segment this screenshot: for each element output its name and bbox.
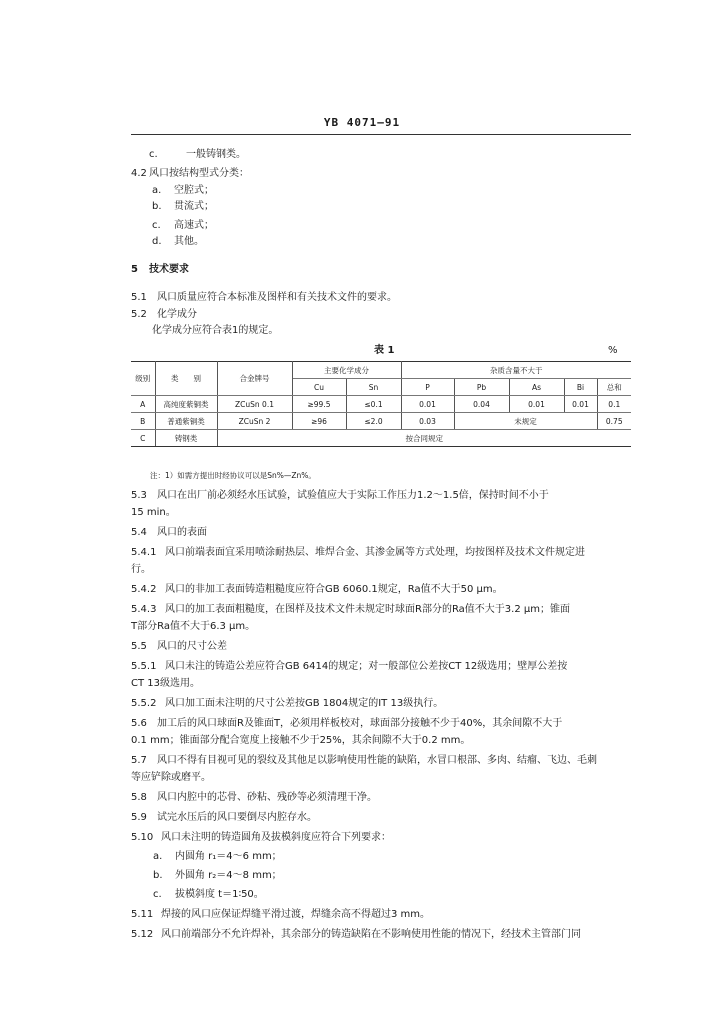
table-cell: ≥99.5 (292, 396, 346, 413)
clause-5-7: 5.7 风口不得有目视可见的裂纹及其他足以影响使用性能的缺陷，水冒口根部、多肉、结瘤、飞边、毛刺 等应铲除或磨平。 (131, 755, 597, 783)
list-item: c. 拔模斜度 t＝1∶50。 (153, 889, 264, 900)
table-cell: 0.03 (401, 413, 454, 430)
header-cell: 总和 (597, 379, 631, 396)
clause-4-2: 4.2 风口按结构型式分类： (131, 168, 249, 179)
clause-5-12: 5.12 风口前端部分不允许焊补，其余部分的铸造缺陷在不影响使用性能的情况下，经技术主管部门同 (131, 929, 581, 940)
list-item: b. 贯流式； (152, 201, 214, 212)
table-cell: 0.04 (454, 396, 509, 413)
header-cell: 杂质含量不大于 (401, 362, 631, 379)
table-cell: 铸钢类 (155, 430, 217, 447)
chemical-composition-table (131, 361, 631, 447)
table-row (131, 413, 631, 430)
table-cell: 普通紫铜类 (155, 413, 217, 430)
list-item: b. 外圆角 r₂＝4～8 mm； (153, 870, 282, 881)
table-note: 注：1）如需方提出时经协议可以是Sn%—Zn%。 (150, 471, 316, 480)
clause-5-8: 5.8 风口内腔中的芯骨、砂粘、残砂等必须清理干净。 (131, 792, 377, 803)
header-cell: P (401, 379, 454, 396)
table-cell: A (131, 396, 155, 413)
clause-5-4: 5.4 风口的表面 (131, 527, 207, 538)
clause-5-6: 5.6 加工后的风口球面R及锥面T，必须用样板校对，球面部分接触不少于40%，其余间隙不大于 0.1 mm；锥面部分配合宽度上接触不少于25%，其余间隙不大于0.2 mm。 (131, 718, 563, 746)
header-cell: Bi (564, 379, 597, 396)
list-item: a. 内圆角 r₁＝4～6 mm； (153, 851, 282, 862)
clause-5-11: 5.11 焊接的风口应保证焊缝平滑过渡，焊缝余高不得超过3 mm。 (131, 909, 431, 920)
clause-body: 化学成分应符合表1的规定。 (152, 325, 279, 336)
table-cell: 0.01 (509, 396, 564, 413)
table-cell: B (131, 413, 155, 430)
table-cell: 0.1 (597, 396, 631, 413)
clauses-block (131, 487, 631, 943)
table-row (131, 396, 631, 413)
header-cell: Cu (292, 379, 346, 396)
table-cell: ZCuSn 0.1 (217, 396, 292, 413)
header-cell: Pb (454, 379, 509, 396)
clause-5-3: 5.3 风口在出厂前必须经水压试验，试验值应大于实际工作压力1.2～1.5倍，保持时间不小于 15 min。 (131, 490, 549, 518)
table-cell: ZCuSn 2 (217, 413, 292, 430)
clause-5-5-2: 5.5.2 风口加工面未注明的尺寸公差按GB 1804规定的IT 13级执行。 (131, 698, 444, 709)
table-cell: 未规定 (454, 413, 597, 430)
header-rule (131, 134, 631, 135)
header-cell: Sn (346, 379, 401, 396)
clause-5-10: 5.10 风口未注明的铸造圆角及拔模斜度应符合下列要求： (131, 832, 391, 843)
table-cell: 高纯度紫铜类 (155, 396, 217, 413)
clause-5-4-1: 5.4.1 风口前端表面宜采用喷涂耐热层、堆焊合金、其渗金属等方式处理，均按图样及技术文件规定进 行。 (131, 547, 585, 575)
table-header-row (131, 362, 631, 379)
standard-number-header: YB 4071—91 (323, 116, 401, 129)
section-heading: 5 技术要求 (131, 264, 189, 275)
clause-5-4-3: 5.4.3 风口的加工表面粗糙度，在图样及技术文件未规定时球面R部分的Ra值不大于3.2 μm；锥面 T部分Ra值不大于6.3 μm。 (131, 604, 570, 632)
table-cell: 0.01 (401, 396, 454, 413)
clause-5-2: 5.2 化学成分 (131, 309, 197, 320)
clause-5-5: 5.5 风口的尺寸公差 (131, 641, 227, 652)
table-cell: 按合同规定 (217, 430, 631, 447)
table-cell: ≥96 (292, 413, 346, 430)
header-cell: 类 别 (155, 362, 217, 396)
list-item: a. 空腔式； (152, 185, 214, 196)
table-cell: 0.01 (564, 396, 597, 413)
clause-5-5-1: 5.5.1 风口未注的铸造公差应符合GB 6414的规定；对一般部位公差按CT 12级选用；壁厚公差按 CT 13级选用。 (131, 661, 568, 689)
clause-5-9: 5.9 试完水压后的风口要倒尽内腔存水。 (131, 812, 317, 823)
table-cell: ≤2.0 (346, 413, 401, 430)
table-row (131, 430, 631, 447)
list-item: c. 高速式； (152, 220, 214, 231)
list-item: d. 其他。 (152, 236, 204, 247)
header-cell: As (509, 379, 564, 396)
table-unit: % (608, 345, 618, 356)
header-cell: 主要化学成分 (292, 362, 401, 379)
table-cell: ≤0.1 (346, 396, 401, 413)
table-caption: 表 1 (374, 345, 395, 356)
header-cell: 级别 (131, 362, 155, 396)
list-item: c. 一般铸钢类。 (149, 149, 246, 160)
table-cell: C (131, 430, 155, 447)
header-cell: 合金牌号 (217, 362, 292, 396)
clause-5-1: 5.1 风口质量应符合本标准及图样和有关技术文件的要求。 (131, 292, 397, 303)
clause-5-4-2: 5.4.2 风口的非加工表面铸造粗糙度应符合GB 6060.1规定，Ra值不大于50 μm。 (131, 584, 503, 595)
table-cell: 0.75 (597, 413, 631, 430)
